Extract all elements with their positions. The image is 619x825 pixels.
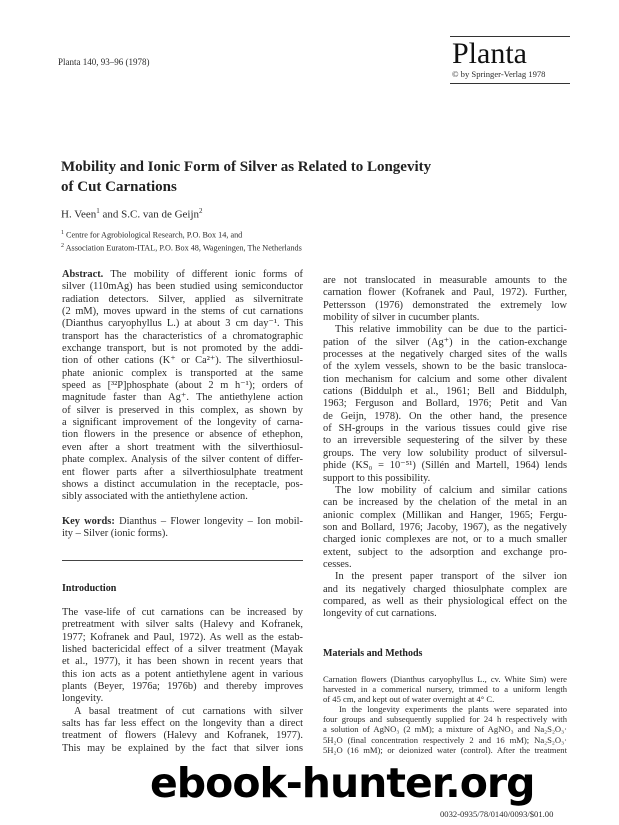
text-line [323,571,567,583]
line-text: son and Bollard, 1976; Jacoby, 1967), as the negatively [323,521,567,533]
line-text: of 45 cm, and kept out of water overnight at 4° C. [323,694,495,705]
text-line [62,730,303,742]
author-sup: 1 [96,207,100,215]
line-text: can be increased by the chelation of the metal in an [323,497,567,509]
text-line [323,386,567,398]
line-text: In the present paper transport of the silver ion [335,571,567,583]
text-line [62,516,303,528]
line-text: longevity of cut carnations. [323,608,437,620]
line-text: transport has the characteristics of a chromatographic [62,330,303,342]
line-text: The vase-life of cut carnations can be increased by [62,607,303,618]
text-line [323,435,567,447]
line-text: harvested in a commerical nursery, trimmed to a uniform length [323,684,567,695]
author-sep: and [99,208,122,221]
line-text: tion flowers in the presence or absence of ethephon, [62,429,303,441]
text-line [62,632,303,644]
line-text: Dianthus – Flower longevity – Ion mobil- [119,516,303,527]
text-line [62,669,303,681]
line-text: a solution of AgNO₃ (2 mM); a mixture of AgNO₃ and Na₂S₂O₃· [323,724,567,735]
text-line [62,368,303,380]
text-line [323,448,567,460]
line-text: 1963; Ferguson and Bollard, 1976; Petit and Van [323,398,567,410]
line-text: this ion acts as a potent antiethylene agent in various [62,668,303,680]
line-text: The low mobility of calcium and similar cations [335,484,567,496]
line-text: speed as [³²P]phosphate (about 2 m h⁻¹); orders of [62,380,303,392]
line-text: Pettersson (1976) demonstrated the extremely low [323,299,567,311]
line-text: In the longevity experiments the plants were separated into [339,704,567,715]
affiliation-text: Association Euratom-ITAL, P.O. Box 48, Wageningen, The Netherlands [65,243,302,253]
text-line [323,608,567,620]
line-text: silver (110mAg) has been studied using semiconductor [62,281,303,293]
text-line [323,497,567,509]
text-line [323,745,567,755]
text-line [323,374,567,386]
text-line [62,479,303,491]
line-text: This may be explained by the fact that silver ions [62,742,303,754]
text-line [323,547,567,559]
text-line [62,429,303,441]
text-line [62,343,303,355]
text-line [323,485,567,497]
text-line [62,491,303,503]
label: Key words: [62,516,115,527]
methods-body [323,674,567,755]
line-text: extent, subject to the adsorption and exchange pro- [323,546,567,558]
line-text: anionic complex (Millikan and Hanger, 1965; Fergu- [323,509,567,521]
text-line [323,510,567,522]
text-line [62,467,303,479]
line-text: ent flower parts after a silverthiosulphate treatment [62,466,303,478]
text-line [323,684,567,694]
line-text: sibly associated with the antiethylene action. [62,491,248,503]
abstract [62,269,303,504]
text-line [323,473,567,485]
line-text: even after a short treatment with the silverthiosul- [62,441,303,453]
keywords [62,516,303,541]
text-line [62,644,303,656]
line-text: pretreatment with silver salts (Halevy and Kofranek, [62,619,303,631]
text-line [62,392,303,404]
text-line [323,724,567,734]
affiliation-sup: 2 [61,243,64,250]
text-line [323,312,567,324]
introduction-heading: Introduction [62,583,117,594]
line-text: phide (KS₀ = 10⁻⁵¹) (Sillén and Martell, 1964) lends [323,460,567,472]
line-text: tion mechanism for calcium and some other divalent [323,373,567,385]
text-line [62,306,303,318]
right-column-body [323,275,567,621]
text-line [62,269,303,281]
line-text: four groups and subsequently supplied for 24 h respectively with [323,714,567,725]
citation: Planta 140, 93–96 (1978) [58,57,150,67]
line-text: de Geijn, 1978). On the other hand, the presence [323,410,567,422]
line-text: and its negatively charged thiosulphate complex are [323,583,567,595]
text-line [323,714,567,724]
text-line [62,681,303,693]
copyright: © by Springer-Verlag 1978 [452,69,546,79]
text-line [62,528,303,540]
text-line [323,735,567,745]
text-line [62,656,303,668]
watermark: ebook-hunter.org [150,759,535,807]
divider [62,560,303,561]
text-line [62,442,303,454]
text-line [62,331,303,343]
text-line [323,534,567,546]
line-text: tion of other cations (K⁺ or Ca²⁺). The silverthiosul- [62,355,303,367]
text-line [323,287,567,299]
text-line [323,423,567,435]
text-line [323,324,567,336]
text-line [323,559,567,571]
author: H. Veen [61,208,97,221]
line-text: The mobility of different ionic forms of [110,269,303,280]
affiliation [61,241,302,254]
line-text: exchange transport, but is not promoted by the addi- [62,343,303,355]
methods-heading: Materials and Methods [323,648,423,659]
authors [61,207,203,221]
text-line [323,300,567,312]
line-text: phate complex. Analysis of the silver content of differ- [62,454,303,466]
text-line [62,607,303,619]
line-text: to an irreversible sequestering of the silver by these [323,435,567,447]
line-text: Carnation flowers (Dianthus caryophyllus L., cv. White Sim) were [323,674,567,684]
text-line [62,417,303,429]
line-text: 1977; Kofranek and Paul, 1972). As well as the estab- [62,631,303,643]
line-text: of the xylem vessels, shown to be the basic transloca- [323,361,567,373]
line-text: salts has far less effect on the longevity than a direct [62,718,303,730]
line-text: processes at the negatively charged sites of the walls [323,349,567,361]
line-text: lished bactericidal effect of a silver treatment (Mayak [62,644,303,656]
affiliations [61,228,302,254]
journal-name: Planta [452,37,527,70]
text-line [323,275,567,287]
line-text: cations (Biddulph et al., 1961; Bell and Biddulph, [323,386,567,398]
line-text: support to this possibility. [323,472,431,484]
text-line [323,596,567,608]
line-text: plants (Beyer, 1976a; 1976b) and thereby improves [62,681,303,693]
text-line [62,318,303,330]
title-line: Mobility and Ionic Form of Silver as Related to Longevity [61,159,432,175]
line-text: et al., 1977), it has been shown in recent years that [62,656,303,668]
line-text: groups. The very low solubility product of silversul- [323,447,567,459]
line-text: longevity. [62,693,104,705]
line-text: carnation flower (Kofranek and Paul, 1972). Further, [323,287,567,299]
line-text: 5H₂O (16 mM); or deionized water (control). After the treatment [323,744,567,755]
line-text: shows a distinct accumulation in the receptacle, pos- [62,478,303,490]
affiliation-sup: 1 [61,230,64,236]
text-line [62,355,303,367]
text-line [62,405,303,417]
text-line [323,337,567,349]
line-text: mobility of silver in cucumber plants. [323,312,480,324]
affiliation [61,228,302,241]
line-text: charged ionic complexes are not, or to a much smaller [323,534,567,546]
label: Abstract. [62,269,104,280]
text-line [323,694,567,704]
text-line [62,294,303,306]
line-text: A basal treatment of cut carnations with silver [74,705,303,717]
text-line [62,454,303,466]
text-line [62,718,303,730]
line-text: are not translocated in measurable amounts to the [323,275,567,286]
text-line [323,361,567,373]
line-text: of silver is preserved in this complex, as shown by [62,404,303,416]
text-line [62,743,303,755]
introduction-body [62,607,303,755]
line-text: 5H₂O (final concentration respectively 2 and 16 mM); Na₂S₂O₃· [323,734,567,745]
text-line [62,619,303,631]
line-text: (Dianthus caryophyllus L.) at about 3 cm day⁻¹. This [62,318,303,330]
line-text: compared, as well as their physiological effect on the [323,595,567,607]
line-text: cesses. [323,558,352,570]
line-text: phate anionic complex is transported at the same [62,367,303,379]
line-text: magnitude faster than Ag⁺. The antiethylene action [62,392,303,404]
text-line [323,349,567,361]
text-line [323,704,567,714]
author: S.C. van de Geijn [121,208,200,221]
line-text: This relative immobility can be due to the partici- [335,324,567,336]
line-text: radiation detectors. Silver, applied as silvernitrate [62,293,303,305]
text-line [323,398,567,410]
line-text: of SH-groups in the various tissues could give rise [323,423,567,435]
title-line: of Cut Carnations [61,179,177,195]
text-line [62,693,303,705]
text-line [323,674,567,684]
journal-logo [450,36,570,84]
text-line [323,522,567,534]
line-text: treatment of flowers (Halevy and Kofranek, 1977). [62,730,303,742]
footer-code: 0032-0935/78/0140/0093/$01.00 [440,809,554,819]
line-text: pation of the silver (Ag⁺) in the cation-exchange [323,336,567,348]
author-sup: 2 [199,207,203,215]
line-text: (2 mM), moves upward in the stems of cut carnations [62,306,303,318]
text-line [62,281,303,293]
text-line [62,380,303,392]
line-text: ity – Silver (ionic forms). [62,528,168,540]
paper-title [61,157,431,197]
text-line [323,460,567,472]
line-text: a significant improvement of the longevity of carna- [62,417,303,429]
text-line [323,411,567,423]
text-line [323,584,567,596]
text-line [62,706,303,718]
affiliation-text: Centre for Agrobiological Research, P.O. Box 14, and [66,230,243,240]
